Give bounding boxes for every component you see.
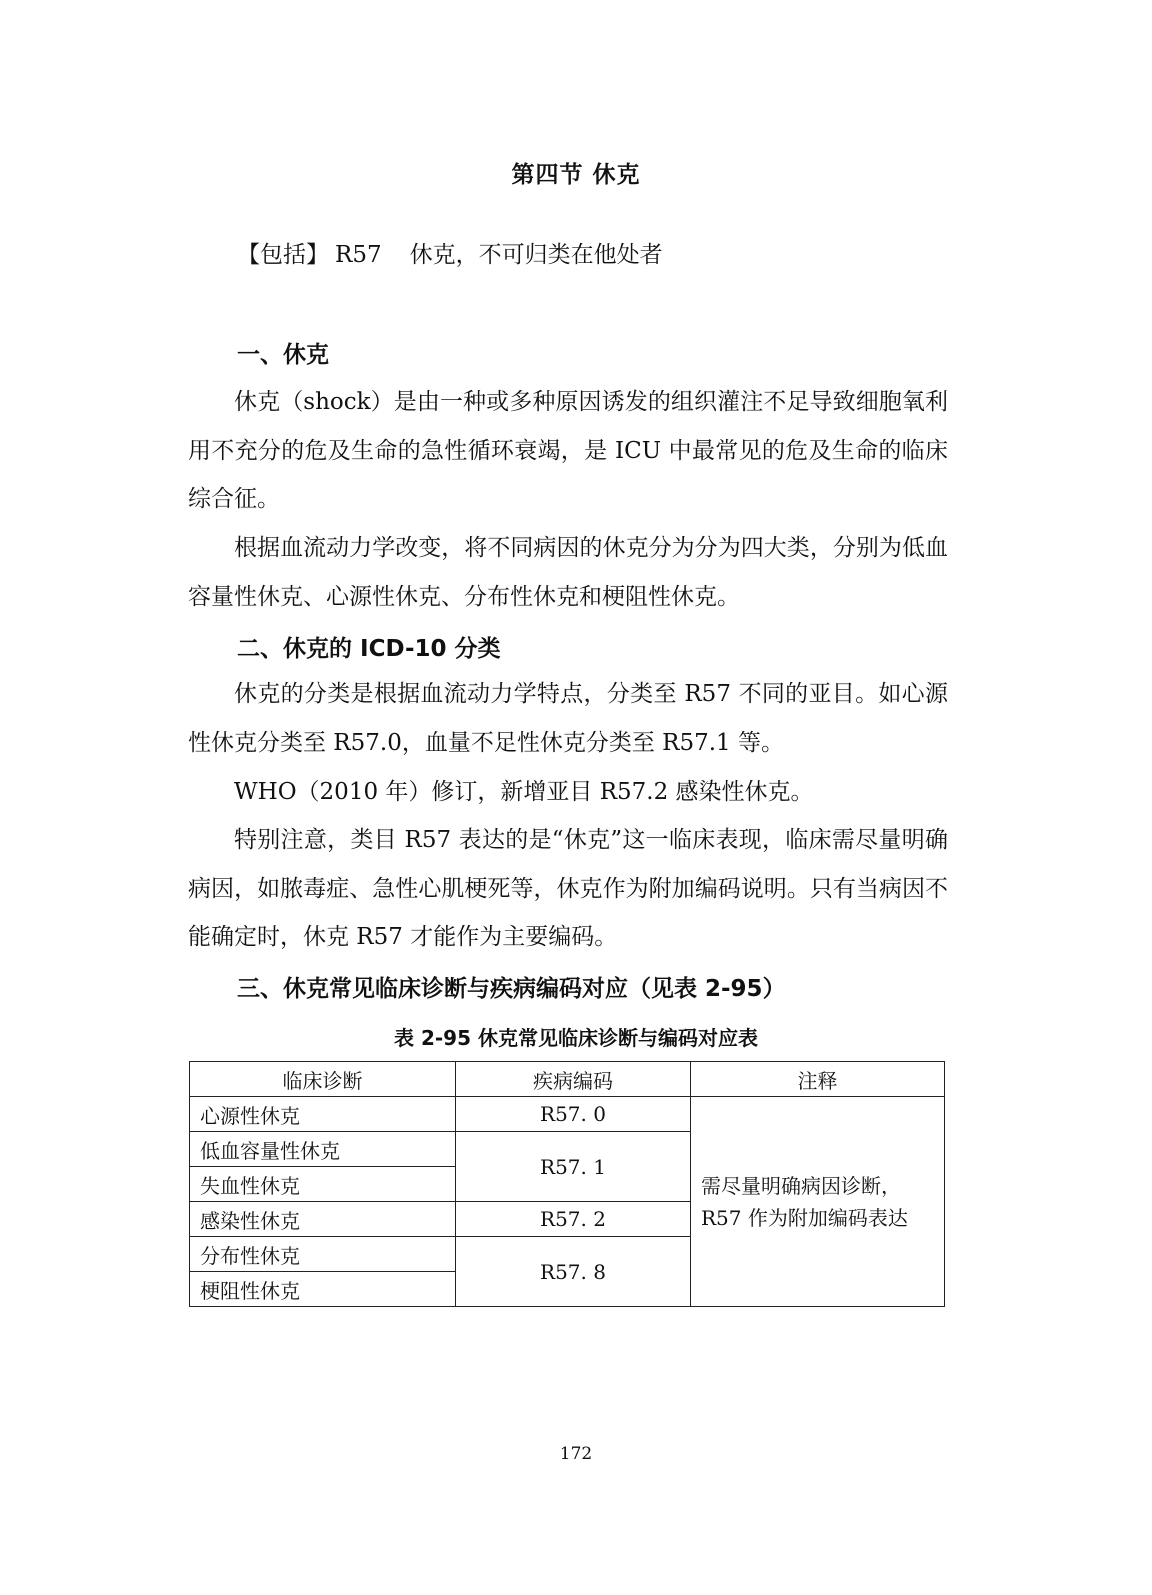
table-row <box>190 1097 945 1132</box>
code-cell: R57. 2 <box>456 1202 691 1237</box>
includes-text: 休克，不可归类在他处者 <box>409 242 663 268</box>
code-cell: R57. 0 <box>456 1097 691 1132</box>
paragraph: 根据血流动力学改变，将不同病因的休克分为分为四大类，分别为低血容量性休克、心源性休克、分布性休克和梗阻性休克。 <box>188 535 948 610</box>
column-header: 疾病编码 <box>456 1062 691 1097</box>
heading-icd10: 二、休克的 ICD-10 分类 <box>237 636 501 662</box>
diagnosis-cell: 低血容量性休克 <box>190 1132 456 1167</box>
includes-line <box>237 236 663 269</box>
diagnosis-cell: 失血性休克 <box>190 1167 456 1202</box>
includes-code: R57 <box>335 242 382 268</box>
code-cell: R57. 8 <box>456 1237 691 1307</box>
note-cell <box>691 1097 945 1307</box>
heading-shock: 一、休克 <box>237 342 329 368</box>
includes-label: 【包括】 <box>237 242 329 268</box>
note-line: R57 作为附加编码表达 <box>701 1205 908 1230</box>
column-header: 临床诊断 <box>190 1062 456 1097</box>
table-header-row <box>190 1062 945 1097</box>
diagnosis-cell: 感染性休克 <box>190 1202 456 1237</box>
diagnosis-code-table <box>189 1061 945 1307</box>
code-cell: R57. 1 <box>456 1132 691 1202</box>
table-caption: 表 2-95 休克常见临床诊断与编码对应表 <box>394 1026 758 1050</box>
paragraph: 特别注意，类目 R57 表达的是“休克”这一临床表现，临床需尽量明确病因，如脓毒症、急性心肌梗死等，休克作为附加编码说明。只有当病因不能确定时，休克 R57 才能作为主要编码。 <box>188 827 948 950</box>
paragraph: 休克的分类是根据血流动力学特点，分类至 R57 不同的亚目。如心源性休克分类至 R57.0，血量不足性休克分类至 R57.1 等。 <box>188 681 948 756</box>
heading-mapping: 三、休克常见临床诊断与疾病编码对应（见表 2-95） <box>237 976 786 1002</box>
section-title: 第四节 休克 <box>511 162 641 188</box>
paragraph: 休克（shock）是由一种或多种原因诱发的组织灌注不足导致细胞氧利用不充分的危及生命的急性循环衰竭，是 ICU 中最常见的危及生命的临床综合征。 <box>188 389 948 512</box>
paragraph: WHO（2010 年）修订，新增亚目 R57.2 感染性休克。 <box>234 779 814 805</box>
diagnosis-cell: 分布性休克 <box>190 1237 456 1272</box>
diagnosis-cell: 心源性休克 <box>190 1097 456 1132</box>
diagnosis-cell: 梗阻性休克 <box>190 1272 456 1307</box>
page-number: 172 <box>559 1444 593 1464</box>
column-header: 注释 <box>691 1062 945 1097</box>
note-line: 需尽量明确病因诊断， <box>701 1173 901 1198</box>
